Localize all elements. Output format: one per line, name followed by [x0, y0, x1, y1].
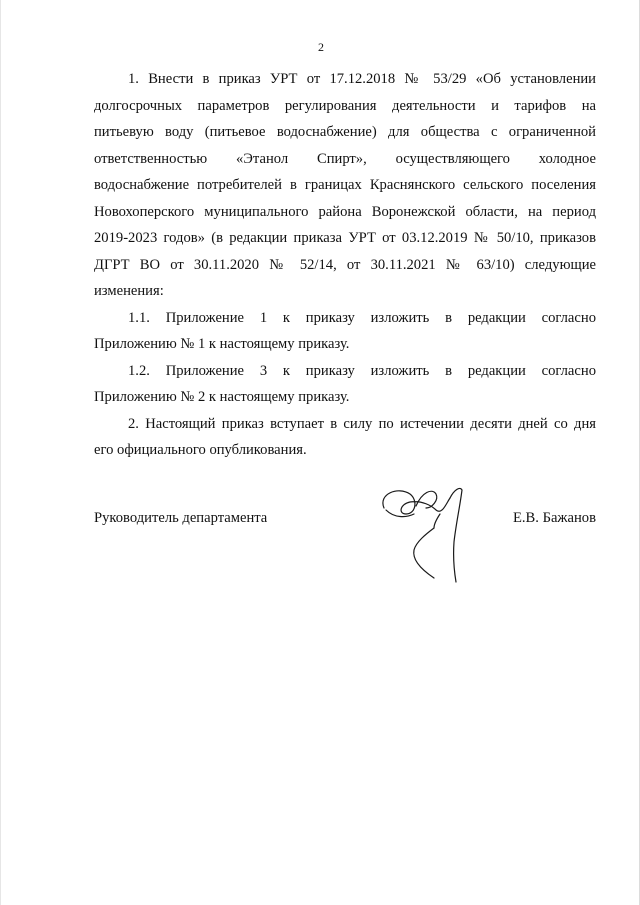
- text-line: изменения:: [94, 283, 164, 299]
- signer-title: Руководитель департамента: [94, 510, 268, 526]
- text-line: питьевую воду (питьевое водоснабжение) для общества с ограниченной: [94, 124, 596, 140]
- signature-block: [94, 510, 596, 600]
- text-line: долгосрочных параметров регулирования деятельности и тарифов на: [94, 97, 596, 114]
- text-line: 1. Внести в приказ УРТ от 17.12.2018 № 53/29 «Об установлении: [128, 71, 596, 87]
- text-line: ответственностью «Этанол Спирт», осуществляющего холодное: [94, 150, 596, 167]
- paragraph-item-2: [94, 411, 596, 464]
- signer-name: Е.В. Бажанов: [512, 510, 596, 526]
- text-line: 2019-2023 годов» (в редакции приказа УРТ от 03.12.2019 № 50/10, приказов: [94, 230, 596, 246]
- text-line: ДГРТ ВО от 30.11.2020 № 52/14, от 30.11.2021 № 63/10) следующие: [94, 256, 596, 273]
- paragraph-item-1-2: [94, 358, 596, 411]
- text-line: 1.1. Приложение 1 к приказу изложить в редакции согласно: [128, 309, 596, 326]
- text-line: Новохоперского муниципального района Воронежской области, на период: [94, 203, 596, 220]
- text-line: водоснабжение потребителей в границах Краснянского сельского поселения: [94, 177, 596, 193]
- text-line: 2. Настоящий приказ вступает в силу по истечении десяти дней со дня: [128, 415, 596, 432]
- paragraph-item-1: [94, 66, 596, 305]
- handwritten-signature: [376, 484, 486, 594]
- text-line: Приложению № 1 к настоящему приказу.: [94, 336, 350, 352]
- text-line: 1.2. Приложение 3 к приказу изложить в редакции согласно: [128, 362, 596, 379]
- page-number: 2: [318, 40, 324, 54]
- text-line: Приложению № 2 к настоящему приказу.: [94, 389, 350, 405]
- text-line: его официального опубликования.: [94, 442, 307, 458]
- paragraph-item-1-1: [94, 305, 596, 358]
- document-body: [94, 66, 596, 464]
